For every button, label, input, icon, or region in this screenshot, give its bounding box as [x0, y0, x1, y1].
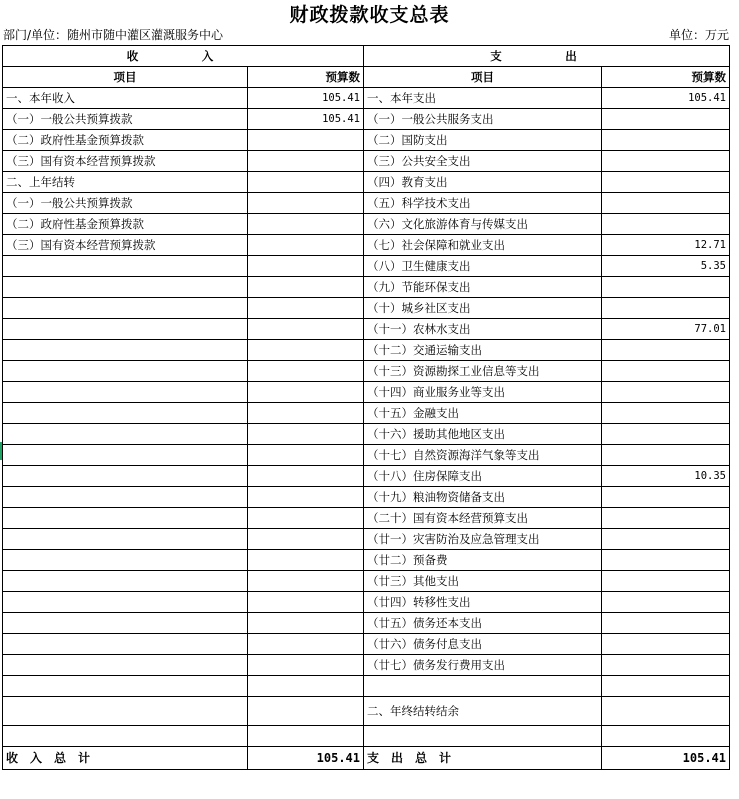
table-row: [3, 403, 730, 424]
expense-item-cell[interactable]: （十七）自然资源海洋气象等支出: [364, 445, 602, 466]
column-header-row: [3, 67, 730, 88]
expense-item-cell[interactable]: （廿三）其他支出: [364, 571, 602, 592]
income-item-cell[interactable]: [3, 655, 248, 676]
unit-label-prefix: 单位：: [668, 28, 705, 42]
income-item-cell[interactable]: [3, 445, 248, 466]
table-row: [3, 550, 730, 571]
income-item-cell[interactable]: [3, 424, 248, 445]
income-item-cell[interactable]: （一）一般公共预算拨款: [3, 193, 248, 214]
income-item-cell[interactable]: [3, 697, 248, 726]
section-header-row: [3, 46, 730, 67]
income-value-cell[interactable]: [248, 424, 364, 445]
expense-item-cell[interactable]: （八）卫生健康支出: [364, 256, 602, 277]
income-value-cell[interactable]: [248, 676, 364, 697]
expense-value-cell[interactable]: [602, 655, 730, 676]
table-row: [3, 655, 730, 676]
table-row: [3, 613, 730, 634]
expense-item-cell[interactable]: （五）科学技术支出: [364, 193, 602, 214]
table-row: [3, 277, 730, 298]
income-value-cell[interactable]: [248, 655, 364, 676]
carryover-row: [3, 697, 730, 726]
expense-value-cell[interactable]: [602, 109, 730, 130]
unit-label: [669, 27, 729, 43]
income-item-cell[interactable]: （一）一般公共预算拨款: [3, 109, 248, 130]
income-value-cell[interactable]: [248, 550, 364, 571]
income-value-cell[interactable]: [248, 487, 364, 508]
expense-value-cell[interactable]: [602, 508, 730, 529]
expense-value-cell[interactable]: [602, 361, 730, 382]
expense-item-cell[interactable]: （廿五）债务还本支出: [364, 613, 602, 634]
expense-item-cell[interactable]: （十四）商业服务业等支出: [364, 382, 602, 403]
expense-item-cell[interactable]: （三）公共安全支出: [364, 151, 602, 172]
report-title: 财政拨款收支总表: [289, 4, 450, 26]
income-item-cell[interactable]: [3, 592, 248, 613]
total-row: [3, 747, 730, 770]
expense-value-cell[interactable]: [602, 382, 730, 403]
income-value-cell[interactable]: [248, 592, 364, 613]
expense-item-cell[interactable]: （十九）粮油物资储备支出: [364, 487, 602, 508]
expense-item-cell[interactable]: 一、本年支出: [364, 88, 602, 109]
income-value-cell[interactable]: [248, 319, 364, 340]
income-item-cell[interactable]: [3, 340, 248, 361]
income-value-cell[interactable]: [248, 403, 364, 424]
expense-value-cell[interactable]: [602, 340, 730, 361]
table-row: [3, 88, 730, 109]
expense-value-cell[interactable]: [602, 424, 730, 445]
income-value-cell[interactable]: [248, 256, 364, 277]
income-value-cell[interactable]: [248, 529, 364, 550]
table-row: [3, 151, 730, 172]
income-value-cell[interactable]: [248, 172, 364, 193]
income-value-cell[interactable]: [248, 298, 364, 319]
expense-item-cell[interactable]: [364, 676, 602, 697]
income-item-cell[interactable]: 二、上年结转: [3, 172, 248, 193]
expense-item-cell[interactable]: （廿六）债务付息支出: [364, 634, 602, 655]
expense-item-cell[interactable]: （十五）金融支出: [364, 403, 602, 424]
expense-item-cell[interactable]: （一）一般公共服务支出: [364, 109, 602, 130]
table-row: [3, 340, 730, 361]
table-row: [3, 235, 730, 256]
income-value-cell[interactable]: [248, 571, 364, 592]
expense-item-cell[interactable]: （廿一）灾害防治及应急管理支出: [364, 529, 602, 550]
expense-value-cell[interactable]: [602, 726, 730, 747]
expense-item-cell[interactable]: [364, 726, 602, 747]
table-row: [3, 466, 730, 487]
table-row: [3, 676, 730, 697]
income-value-cell[interactable]: [248, 508, 364, 529]
expense-value-cell[interactable]: [602, 130, 730, 151]
income-item-cell[interactable]: [3, 403, 248, 424]
income-total-label[interactable]: 收入总计: [3, 747, 248, 770]
expense-value-cell[interactable]: [602, 277, 730, 298]
expense-value-cell[interactable]: [602, 571, 730, 592]
expense-value-cell[interactable]: [602, 529, 730, 550]
income-item-cell[interactable]: [3, 487, 248, 508]
income-value-cell[interactable]: [248, 193, 364, 214]
expense-value-cell[interactable]: [602, 550, 730, 571]
income-budget-header: 预算数: [248, 67, 364, 88]
income-value-cell[interactable]: [248, 214, 364, 235]
income-value-cell[interactable]: 105.41: [248, 88, 364, 109]
income-item-cell[interactable]: [3, 529, 248, 550]
unit-label-value: 万元: [704, 28, 729, 42]
income-value-cell[interactable]: [248, 130, 364, 151]
expense-value-cell[interactable]: [602, 193, 730, 214]
income-item-cell[interactable]: [3, 508, 248, 529]
expense-item-cell[interactable]: （十一）农林水支出: [364, 319, 602, 340]
income-item-cell[interactable]: [3, 571, 248, 592]
expense-value-cell[interactable]: [602, 697, 730, 726]
table-row: [3, 592, 730, 613]
income-value-cell[interactable]: [248, 445, 364, 466]
expense-budget-header: 预算数: [602, 67, 730, 88]
expense-value-cell[interactable]: [602, 214, 730, 235]
income-value-cell[interactable]: [248, 361, 364, 382]
expense-item-header: 项目: [364, 67, 602, 88]
expense-item-cell[interactable]: （廿四）转移性支出: [364, 592, 602, 613]
income-item-cell[interactable]: （二）政府性基金预算拨款: [3, 214, 248, 235]
expense-header: 支 出: [364, 46, 730, 67]
income-value-cell[interactable]: [248, 466, 364, 487]
income-item-cell[interactable]: 一、本年收入: [3, 88, 248, 109]
table-row: [3, 487, 730, 508]
income-item-cell[interactable]: [3, 634, 248, 655]
table-row: [3, 445, 730, 466]
expense-item-cell[interactable]: （六）文化旅游体育与传媒支出: [364, 214, 602, 235]
expense-item-cell[interactable]: （九）节能环保支出: [364, 277, 602, 298]
income-value-cell[interactable]: [248, 613, 364, 634]
income-item-cell[interactable]: [3, 361, 248, 382]
table-row: [3, 571, 730, 592]
expense-value-cell[interactable]: 105.41: [602, 88, 730, 109]
income-item-cell[interactable]: [3, 319, 248, 340]
income-value-cell[interactable]: [248, 697, 364, 726]
expense-value-cell[interactable]: [602, 403, 730, 424]
expense-item-cell[interactable]: 二、年终结转结余: [364, 697, 602, 726]
income-value-cell[interactable]: [248, 382, 364, 403]
table-row: [3, 726, 730, 747]
table-row: [3, 109, 730, 130]
table-row: [3, 361, 730, 382]
table-row: [3, 424, 730, 445]
expense-item-cell[interactable]: （二）国防支出: [364, 130, 602, 151]
expense-value-cell[interactable]: [602, 634, 730, 655]
expense-value-cell[interactable]: 10.35: [602, 466, 730, 487]
expense-total-value[interactable]: 105.41: [602, 747, 730, 770]
income-total-value[interactable]: 105.41: [248, 747, 364, 770]
income-value-cell[interactable]: [248, 235, 364, 256]
table-row: [3, 256, 730, 277]
table-row: [3, 130, 730, 151]
income-item-cell[interactable]: [3, 256, 248, 277]
budget-table: [2, 45, 730, 770]
income-value-cell[interactable]: 105.41: [248, 109, 364, 130]
expense-item-cell[interactable]: （二十）国有资本经营预算支出: [364, 508, 602, 529]
expense-value-cell[interactable]: 5.35: [602, 256, 730, 277]
expense-value-cell[interactable]: [602, 151, 730, 172]
income-item-cell[interactable]: [3, 676, 248, 697]
income-item-cell[interactable]: [3, 298, 248, 319]
income-header: 收 入: [3, 46, 364, 67]
income-item-cell[interactable]: （三）国有资本经营预算拨款: [3, 235, 248, 256]
expense-total-label[interactable]: 支出总计: [364, 747, 602, 770]
income-item-cell[interactable]: [3, 277, 248, 298]
income-value-cell[interactable]: [248, 277, 364, 298]
expense-value-cell[interactable]: 12.71: [602, 235, 730, 256]
expense-item-cell[interactable]: （四）教育支出: [364, 172, 602, 193]
expense-item-cell[interactable]: （十六）援助其他地区支出: [364, 424, 602, 445]
expense-value-cell[interactable]: [602, 487, 730, 508]
income-value-cell[interactable]: [248, 151, 364, 172]
expense-item-cell[interactable]: （十二）交通运输支出: [364, 340, 602, 361]
expense-item-cell[interactable]: （十三）资源勘探工业信息等支出: [364, 361, 602, 382]
expense-item-cell[interactable]: （廿七）债务发行费用支出: [364, 655, 602, 676]
expense-value-cell[interactable]: [602, 613, 730, 634]
income-item-header: 项目: [3, 67, 248, 88]
expense-value-cell[interactable]: 77.01: [602, 319, 730, 340]
expense-value-cell[interactable]: [602, 445, 730, 466]
expense-item-cell[interactable]: （十）城乡社区支出: [364, 298, 602, 319]
table-row: [3, 214, 730, 235]
expense-item-cell[interactable]: （十八）住房保障支出: [364, 466, 602, 487]
table-row: [3, 529, 730, 550]
income-item-cell[interactable]: [3, 382, 248, 403]
table-row: [3, 319, 730, 340]
table-row: [3, 172, 730, 193]
income-value-cell[interactable]: [248, 634, 364, 655]
table-row: [3, 508, 730, 529]
expense-value-cell[interactable]: [602, 172, 730, 193]
income-value-cell[interactable]: [248, 340, 364, 361]
expense-value-cell[interactable]: [602, 298, 730, 319]
table-row: [3, 193, 730, 214]
income-item-cell[interactable]: [3, 466, 248, 487]
income-item-cell[interactable]: [3, 726, 248, 747]
expense-item-cell[interactable]: （七）社会保障和就业支出: [364, 235, 602, 256]
table-row: [3, 298, 730, 319]
income-item-cell[interactable]: [3, 550, 248, 571]
table-row: [3, 382, 730, 403]
expense-item-cell[interactable]: （廿二）预备费: [364, 550, 602, 571]
expense-value-cell[interactable]: [602, 676, 730, 697]
income-item-cell[interactable]: （二）政府性基金预算拨款: [3, 130, 248, 151]
department-label: 部门/单位：随州市随中灌区灌溉服务中心: [3, 28, 224, 42]
table-row: [3, 634, 730, 655]
expense-value-cell[interactable]: [602, 592, 730, 613]
income-item-cell[interactable]: [3, 613, 248, 634]
income-value-cell[interactable]: [248, 726, 364, 747]
income-item-cell[interactable]: （三）国有资本经营预算拨款: [3, 151, 248, 172]
